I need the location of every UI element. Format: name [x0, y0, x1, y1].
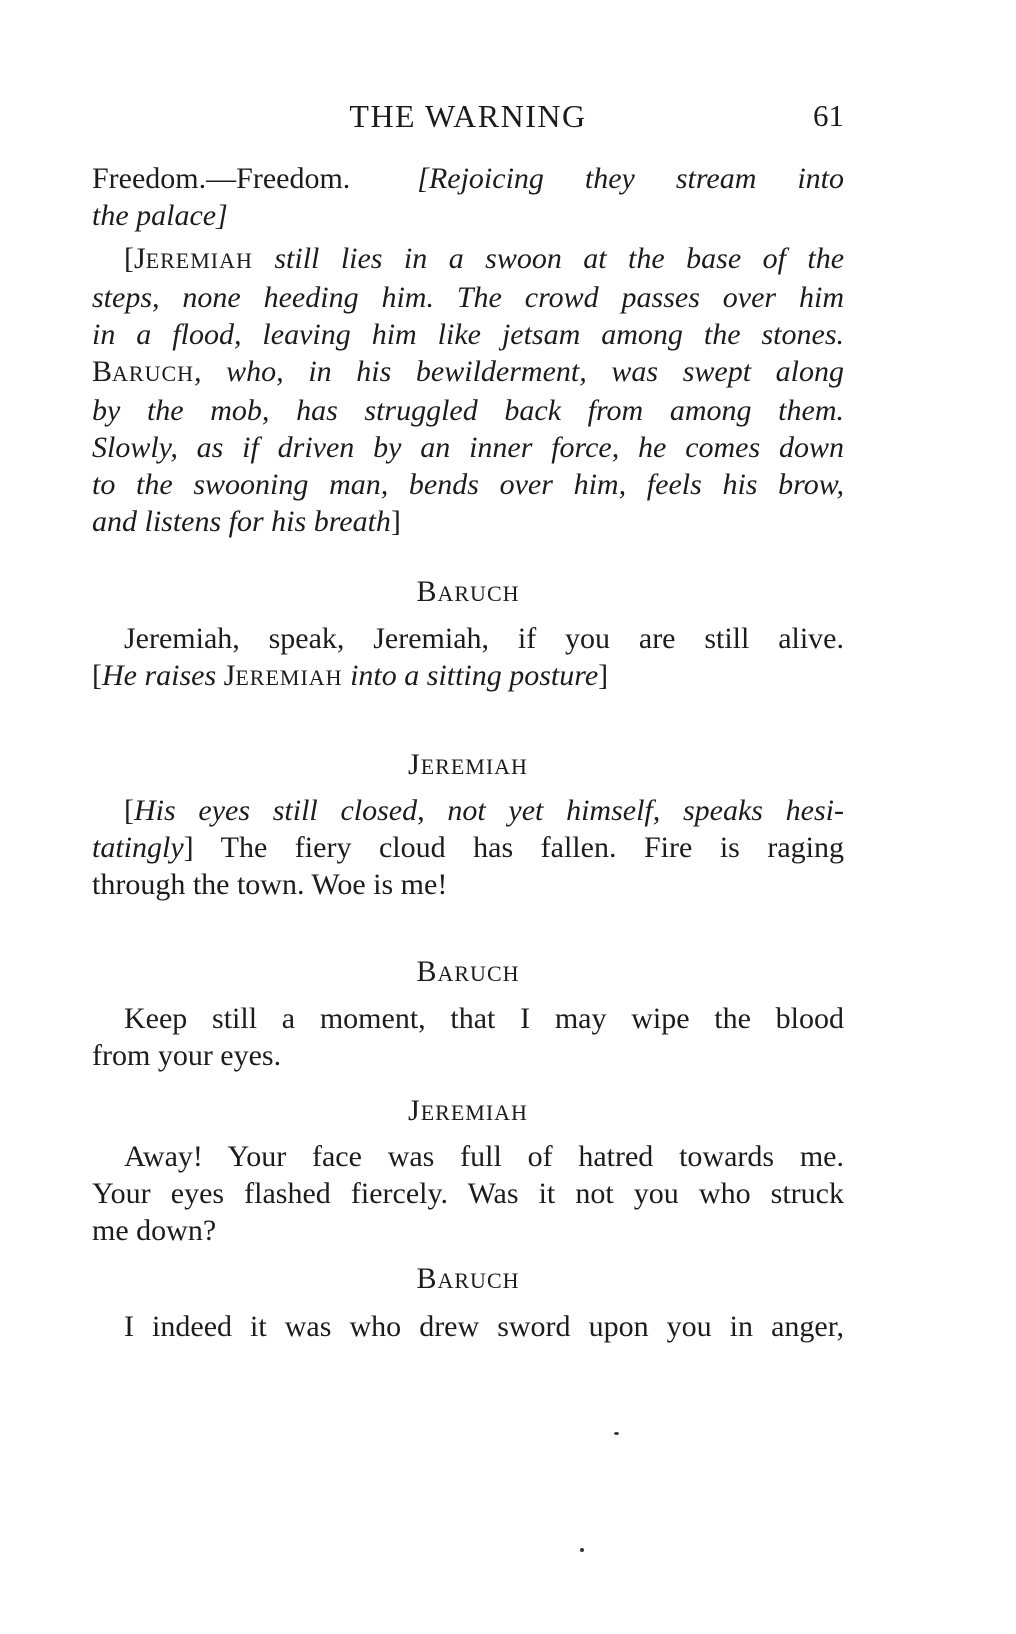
- text-line: in a flood, leaving him like jetsam among the stones.: [92, 318, 844, 351]
- text-line: to the swooning man, bends over him, feels his brow,: [92, 468, 844, 501]
- text-line: [His eyes still closed, not yet himself, speaks hesi-: [124, 794, 844, 827]
- speech-block: [92, 620, 844, 696]
- stage-direction-block: [92, 240, 844, 540]
- speaker-name: JEREMIAH: [408, 1094, 528, 1127]
- text-line: me down?: [92, 1214, 217, 1247]
- page-number: 61: [813, 98, 844, 133]
- text-line: Away! Your face was full of hatred towards me.: [124, 1140, 844, 1173]
- speaker-name: JEREMIAH: [408, 748, 528, 781]
- text-line: and listens for his breath]: [92, 505, 401, 538]
- text-line: [JEREMIAH still lies in a swoon at the base of the: [124, 242, 845, 275]
- speech-continuation: [92, 160, 844, 234]
- text-line: [92, 197, 844, 234]
- scan-speck: [580, 1548, 584, 1552]
- text-line: BARUCH, who, in his bewilderment, was swept along: [92, 355, 844, 388]
- text-line: steps, none heeding him. The crowd passes over him: [92, 281, 844, 314]
- text-line: I indeed it was who drew sword upon you in anger,: [124, 1310, 844, 1343]
- text-line: Jeremiah, speak, Jeremiah, if you are still alive.: [124, 622, 844, 655]
- stage-direction: [Rejoicing they stream into: [417, 162, 845, 195]
- page-header: [92, 98, 844, 138]
- speaker-name: BARUCH: [416, 575, 520, 608]
- text-line: through the town. Woe is me!: [92, 868, 448, 901]
- running-title: THE WARNING: [349, 98, 587, 134]
- speech-block: [92, 792, 844, 903]
- text-line: from your eyes.: [92, 1039, 282, 1072]
- stage-direction-continuation: the palace]: [92, 199, 228, 232]
- text-line: [He raises JEREMIAH into a sitting posture]: [92, 659, 609, 692]
- scan-speck: [614, 1432, 619, 1435]
- character-name: JEREMIAH: [134, 242, 253, 275]
- speech-block: [92, 1138, 844, 1249]
- text-line: Your eyes flashed fiercely. Was it not you who struck: [92, 1177, 844, 1210]
- text-line: Slowly, as if driven by an inner force, he comes down: [92, 431, 844, 464]
- speaker-name: BARUCH: [416, 1262, 520, 1295]
- speech-block: [92, 1000, 844, 1074]
- speaker-name: BARUCH: [416, 955, 520, 988]
- speech-block: [92, 1308, 844, 1345]
- character-name: BARUCH: [92, 355, 195, 388]
- text-line: by the mob, has struggled back from among them.: [92, 394, 844, 427]
- text-line: tatingly] The fiery cloud has fallen. Fire is raging: [92, 831, 844, 864]
- text-line: [92, 160, 844, 197]
- text-line: Keep still a moment, that I may wipe the blood: [124, 1002, 844, 1035]
- speech-text: Freedom.—Freedom.: [92, 162, 351, 195]
- character-name: JEREMIAH: [223, 659, 343, 692]
